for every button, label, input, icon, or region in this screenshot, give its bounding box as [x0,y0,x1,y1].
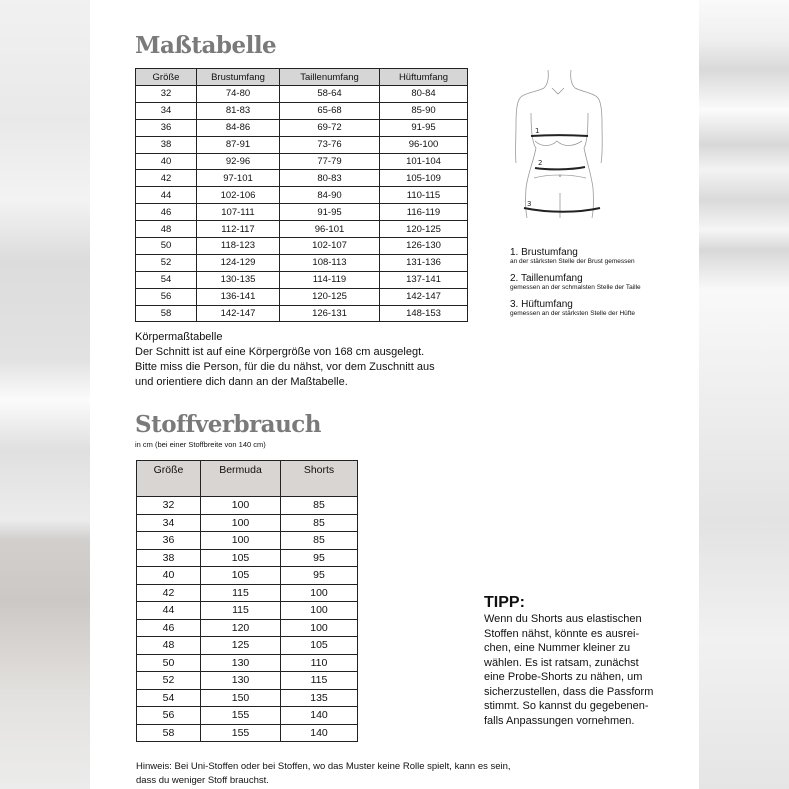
table-cell: 137-141 [380,271,468,288]
table-row [136,204,468,221]
table-cell: 142-147 [197,305,280,322]
table-cell: 58 [137,724,201,742]
table-cell: 36 [137,532,201,550]
table-cell: 92-96 [197,153,280,170]
table-cell: 96-101 [280,221,380,238]
header-cell: Hüftumfang [380,69,468,86]
table-cell: 80-83 [280,170,380,187]
waist-measure-line [535,167,585,169]
hip-measure-line [524,208,600,212]
table-cell: 100 [281,602,358,620]
legend-desc: an der stärksten Stelle der Brust gemessen [510,258,635,265]
table-row [137,724,358,742]
table-row [136,254,468,271]
table-row [136,238,468,255]
table-row [136,271,468,288]
table-cell: 40 [136,153,197,170]
legend-desc: gemessen an der schmalsten Stelle der Taille [510,284,641,291]
body-measure-note [135,330,465,390]
table-cell: 135 [281,689,358,707]
header-cell: Bermuda [201,461,281,497]
table-cell: 96-100 [380,136,468,153]
table-cell: 131-136 [380,254,468,271]
table-cell: 54 [137,689,201,707]
table-cell: 95 [281,567,358,585]
table-cell: 50 [137,654,201,672]
table-cell: 97-101 [197,170,280,187]
table-row [137,637,358,655]
header-cell: Taillenumfang [280,69,380,86]
navel-mark [559,175,561,177]
table-row [136,153,468,170]
table-cell: 48 [137,637,201,655]
legend-item-waist [510,273,641,292]
table-cell: 114-119 [280,271,380,288]
table-row [137,549,358,567]
table-cell: 116-119 [380,204,468,221]
legend-desc: gemessen an der stärksten Stelle der Hüfte [510,310,636,317]
marker-3: 3 [527,200,532,208]
note-line: dass du weniger Stoff brauchst. [136,775,269,786]
note-line: Hinweis: Bei Uni-Stoffen oder bei Stoffen, wo das Muster keine Rolle spielt, kann es sein, [136,761,511,772]
table-row [136,187,468,204]
table-cell: 58-64 [280,86,380,103]
header-cell: Größe [136,69,197,86]
table-cell: 32 [136,86,197,103]
note-line: Der Schnitt ist auf eine Körpergröße von 168 cm ausgelegt. [135,346,425,358]
table-cell: 80-84 [380,86,468,103]
table-cell: 84-86 [197,119,280,136]
table-cell: 73-76 [280,136,380,153]
table-cell: 85 [281,514,358,532]
table-row [136,136,468,153]
table-row [137,532,358,550]
table-cell: 74-80 [197,86,280,103]
tip-line: sicherzustellen, dass die Passform [484,685,654,698]
table-cell: 130 [201,654,281,672]
table-cell: 124-129 [197,254,280,271]
table-row [136,221,468,238]
table-cell: 120-125 [280,288,380,305]
note-heading: Körpermaßtabelle [135,331,223,343]
fabric-table-header-row [137,461,358,497]
tip-line: stimmt. So kannst du gegebenen- [484,700,649,712]
table-cell: 142-147 [380,288,468,305]
table-cell: 85 [281,497,358,515]
table-row [137,654,358,672]
table-cell: 126-131 [280,305,380,322]
table-row [137,514,358,532]
body-figure-illustration [508,68,608,218]
table-cell: 140 [281,707,358,725]
measure-table-title: Maßtabelle [135,32,277,59]
table-cell: 100 [281,619,358,637]
tip-line: Stoffen nähst, könnte es ausrei- [484,627,640,640]
table-cell: 52 [136,254,197,271]
tip-line: wählen. Es ist ratsam, zunächst [484,656,639,669]
legend-name: 3. Hüftumfang [510,299,573,310]
blurred-background-right [699,0,789,789]
table-cell: 130-135 [197,271,280,288]
table-cell: 50 [136,238,197,255]
table-cell: 148-153 [380,305,468,322]
table-cell: 56 [136,288,197,305]
table-row [136,86,468,103]
table-cell: 115 [201,602,281,620]
table-cell: 110 [281,654,358,672]
table-cell: 56 [137,707,201,725]
table-cell: 100 [201,532,281,550]
header-cell: Größe [137,461,201,497]
table-row [137,602,358,620]
table-cell: 155 [201,707,281,725]
table-cell: 107-111 [197,204,280,221]
legend-name: 1. Brustumfang [510,247,578,258]
note-line: Bitte miss die Person, für die du nähst, vor dem Zuschnitt aus [135,361,435,373]
table-row [137,689,358,707]
table-row [137,672,358,690]
marker-1: 1 [535,127,540,135]
fabric-table-title: Stoffverbrauch [135,411,322,438]
table-cell: 85-90 [380,102,468,119]
tip-line: falls Anpassungen vornehmen. [484,714,635,727]
table-cell: 140 [281,724,358,742]
header-cell: Shorts [281,461,358,497]
table-cell: 91-95 [280,204,380,221]
table-cell: 40 [137,567,201,585]
fabric-table [136,460,358,742]
measure-table-header-row [136,69,468,86]
legend-item-hip [510,299,641,318]
table-cell: 42 [136,170,197,187]
table-cell: 91-95 [380,119,468,136]
table-cell: 105-109 [380,170,468,187]
table-cell: 38 [136,136,197,153]
body-outline [516,70,603,218]
blurred-background-left [0,0,90,789]
table-cell: 112-117 [197,221,280,238]
table-cell: 77-79 [280,153,380,170]
table-cell: 46 [136,204,197,221]
table-cell: 34 [137,514,201,532]
table-cell: 150 [201,689,281,707]
figure-legend [510,247,641,325]
table-cell: 42 [137,584,201,602]
table-cell: 87-91 [197,136,280,153]
table-cell: 38 [137,549,201,567]
table-cell: 126-130 [380,238,468,255]
table-cell: 81-83 [197,102,280,119]
table-cell: 85 [281,532,358,550]
table-row [136,288,468,305]
table-cell: 105 [201,549,281,567]
table-cell: 58 [136,305,197,322]
table-row [137,619,358,637]
table-cell: 136-141 [197,288,280,305]
table-cell: 115 [281,672,358,690]
table-cell: 100 [201,497,281,515]
table-cell: 65-68 [280,102,380,119]
table-row [136,305,468,322]
table-row [136,119,468,136]
fabric-note [136,760,511,788]
legend-item-bust [510,247,641,266]
legend-name: 2. Taillenumfang [510,273,583,284]
tip-line: chen, eine Nummer kleiner zu [484,642,631,654]
table-cell: 125 [201,637,281,655]
tip-line: Wenn du Shorts aus elastischen [484,613,642,625]
table-cell: 120-125 [380,221,468,238]
table-cell: 120 [201,619,281,637]
document-page [90,0,699,789]
table-row [136,102,468,119]
marker-2: 2 [538,159,543,167]
header-cell: Brustumfang [197,69,280,86]
table-cell: 155 [201,724,281,742]
table-cell: 44 [136,187,197,204]
table-cell: 46 [137,619,201,637]
note-line: und orientiere dich dann an der Maßtabelle. [135,376,348,388]
table-cell: 115 [201,584,281,602]
table-row [137,497,358,515]
table-cell: 118-123 [197,238,280,255]
table-cell: 34 [136,102,197,119]
table-cell: 52 [137,672,201,690]
table-row [136,170,468,187]
table-cell: 100 [281,584,358,602]
table-cell: 105 [201,567,281,585]
bust-measure-line [531,135,588,136]
table-row [137,584,358,602]
tip-heading: TIPP: [484,594,525,611]
measure-table [135,68,468,322]
table-cell: 108-113 [280,254,380,271]
table-cell: 100 [201,514,281,532]
table-row [137,567,358,585]
table-cell: 36 [136,119,197,136]
table-cell: 69-72 [280,119,380,136]
table-cell: 110-115 [380,187,468,204]
table-cell: 95 [281,549,358,567]
table-cell: 54 [136,271,197,288]
table-cell: 130 [201,672,281,690]
tip-box [484,594,674,728]
table-cell: 32 [137,497,201,515]
table-cell: 84-90 [280,187,380,204]
table-row [137,707,358,725]
table-cell: 102-106 [197,187,280,204]
table-cell: 105 [281,637,358,655]
table-cell: 44 [137,602,201,620]
table-cell: 48 [136,221,197,238]
tip-line: eine Probe-Shorts zu nähen, um [484,671,643,683]
table-cell: 101-104 [380,153,468,170]
fabric-table-subtitle: in cm (bei einer Stoffbreite von 140 cm) [135,440,266,449]
table-cell: 102-107 [280,238,380,255]
